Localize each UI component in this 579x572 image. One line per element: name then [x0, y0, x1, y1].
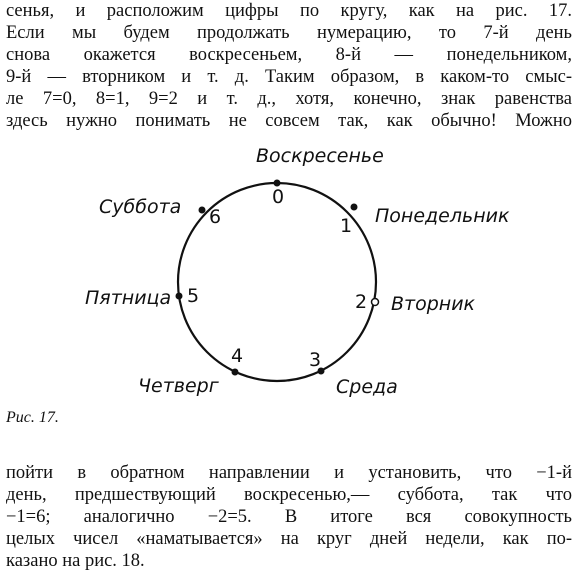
- day-circle: [178, 183, 376, 381]
- day-number-5: 5: [187, 285, 200, 307]
- day-name-1: Понедельник: [375, 205, 510, 227]
- day-point-4: [232, 369, 239, 376]
- bottom-paragraph: [6, 462, 572, 572]
- day-name-4: Четверг: [138, 375, 219, 397]
- text-line-part: 9-й — вторником и т. д. Таким образом, в каком-то смыс-: [6, 67, 572, 87]
- text-line: целых чисел «наматывается» на круг дней недели, как по-: [6, 529, 572, 549]
- day-number-6: 6: [209, 206, 222, 228]
- day-number-3: 3: [309, 349, 322, 371]
- text-line: Если мы будем продолжать нумерацию, то 7-й день: [6, 23, 572, 43]
- figure-caption: Рис. 17.: [6, 409, 59, 426]
- day-name-6: Суббота: [99, 196, 182, 218]
- day-point-2: [372, 299, 379, 306]
- text-line: снова окажется воскресеньем, 8-й — понедельником,: [6, 45, 572, 65]
- text-line: пойти в обратном направлении и установить, что −1-й: [6, 463, 572, 483]
- day-number-0: 0: [272, 186, 285, 208]
- day-number-4: 4: [231, 345, 244, 367]
- text-line: казано на рис. 18.: [6, 551, 145, 571]
- day-point-5: [176, 293, 183, 300]
- day-number-2: 2: [355, 291, 368, 313]
- text-line: здесь нужно понимать не совсем так, как обычно! Можно: [6, 111, 572, 131]
- day-number-1: 1: [340, 215, 353, 237]
- day-name-0: Воскресенье: [256, 145, 384, 167]
- day-point-6: [199, 207, 206, 214]
- text-line: день, предшествующий воскресенью,— суббота, так что: [6, 485, 572, 505]
- text-line-part: ле 7=0, 8=1, 9=2 и т. д., хотя, конечно, знак равенства: [6, 89, 572, 109]
- text-line: −1=6; аналогично −2=5. В итоге вся совокупность: [6, 507, 572, 527]
- text-line: сенья, и расположим цифры по кругу, как на рис. 17.: [6, 1, 572, 21]
- day-name-3: Среда: [336, 376, 398, 398]
- day-name-2: Вторник: [391, 293, 476, 315]
- day-point-1: [351, 204, 358, 211]
- day-name-5: Пятница: [85, 287, 172, 309]
